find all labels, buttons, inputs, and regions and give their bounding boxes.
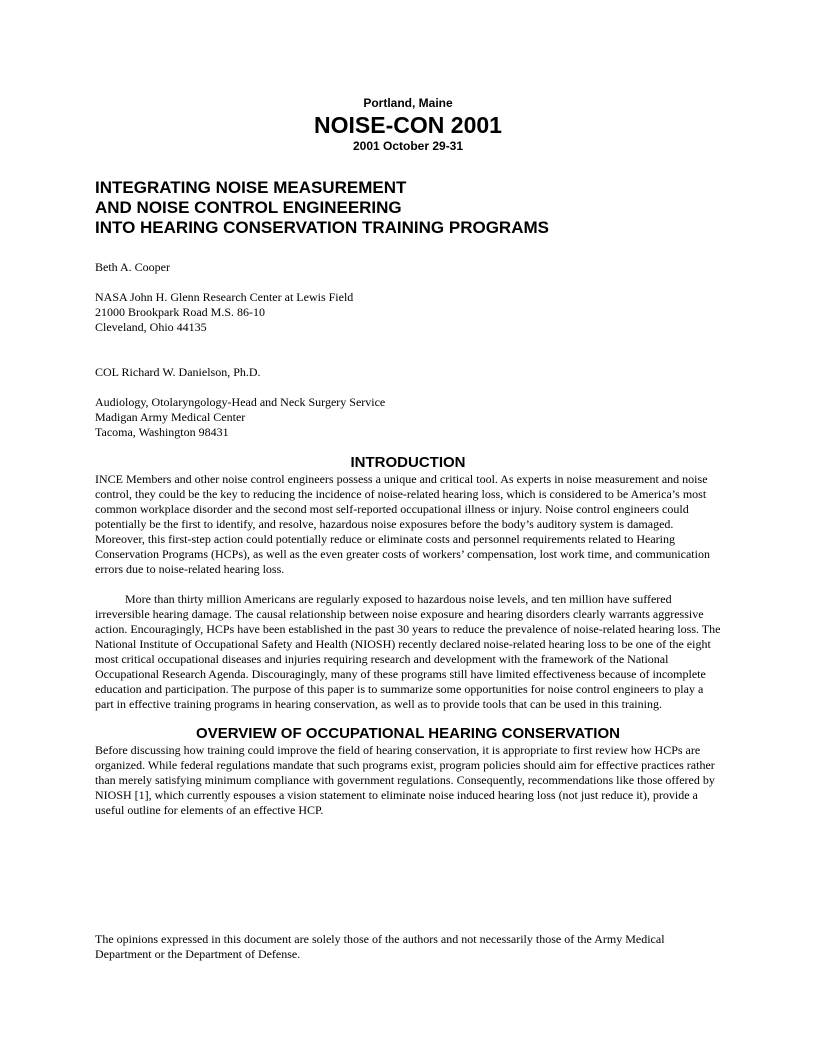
conference-location: Portland, Maine (363, 96, 453, 110)
affiliation-line: Madigan Army Medical Center (95, 410, 246, 424)
affiliation-line: NASA John H. Glenn Research Center at Lewis Field (95, 290, 354, 304)
author-affiliation (95, 290, 721, 335)
author-name: Beth A. Cooper (95, 260, 170, 274)
section-heading-overview: OVERVIEW OF OCCUPATIONAL HEARING CONSERVATION (196, 725, 620, 742)
affiliation-line: Audiology, Otolaryngology-Head and Neck Surgery Service (95, 395, 386, 409)
paper-page (95, 96, 721, 818)
section-heading-introduction: INTRODUCTION (350, 454, 466, 471)
paragraph: INCE Members and other noise control engineers possess a unique and critical tool. As experts in noise measurement and noise control, they could be the key to reducing the incidence of noise-related hearing loss, which is considered to be America’s most common workplace disorder and the second most self-reported occupational illness or injury. Noise control engineers could potentially be the first to identify, and resolve, hazardous noise exposures before the body’s auditory system is damaged. Moreover, this first-step action could potentially reduce or eliminate costs and personnel requirements related to Hearing Conservation Programs (HCPs), as well as the even greater costs of workers’ compensation, lost work time, and communication errors due to noise-related hearing loss. (95, 472, 710, 576)
conference-dates: 2001 October 29-31 (352, 139, 464, 153)
conference-name: NOISE-CON 2001 (314, 112, 502, 138)
title-line: AND NOISE CONTROL ENGINEERING (95, 198, 402, 217)
affiliation-line: 21000 Brookpark Road M.S. 86-10 (95, 305, 265, 319)
affiliation-line: Cleveland, Ohio 44135 (95, 320, 207, 334)
conference-header (95, 96, 721, 154)
affiliation-line: Tacoma, Washington 98431 (95, 425, 229, 439)
paper-title (95, 178, 721, 238)
paragraph: Before discussing how training could improve the field of hearing conservation, it is appropriate to first review how HCPs are organized. While federal regulations mandate that such programs exist, program policies should aim for effective practices rather than merely satisfying minimum compliance with government regulations. Consequently, recommendations like those offered by NIOSH [1], which currently espouses a vision statement to eliminate noise induced hearing loss (not just reduce it), provide a useful outline for elements of an effective HCP. (95, 743, 715, 817)
title-line: INTO HEARING CONSERVATION TRAINING PROGRAMS (95, 218, 549, 237)
disclaimer-footnote: The opinions expressed in this document are solely those of the authors and not necessarily those of the Army Medical Department or the Department of Defense. (95, 932, 665, 961)
paragraph: More than thirty million Americans are regularly exposed to hazardous noise levels, and ten million have suffered irreversible hearing damage. The causal relationship between noise exposure and hearing disorders clearly warrants aggressive action. Encouragingly, HCPs have been established in the past 30 years to reduce the prevalence of noise-related hearing loss. The National Institute of Occupational Safety and Health (NIOSH) recently declared noise-related hearing loss to be one of the eight most critical occupational diseases and injuries requiring research and development with the framework of the National Occupational Research Agenda. Discouragingly, many of these programs still have limited effectiveness because of incomplete education and participation. The purpose of this paper is to summarize some opportunities for noise control engineers to play a part in effective training programs in hearing conservation, as well as to provide tools that can be used in this training. (95, 592, 721, 711)
author-affiliation (95, 395, 721, 440)
author-name: COL Richard W. Danielson, Ph.D. (95, 365, 261, 379)
title-line: INTEGRATING NOISE MEASUREMENT (95, 178, 407, 197)
